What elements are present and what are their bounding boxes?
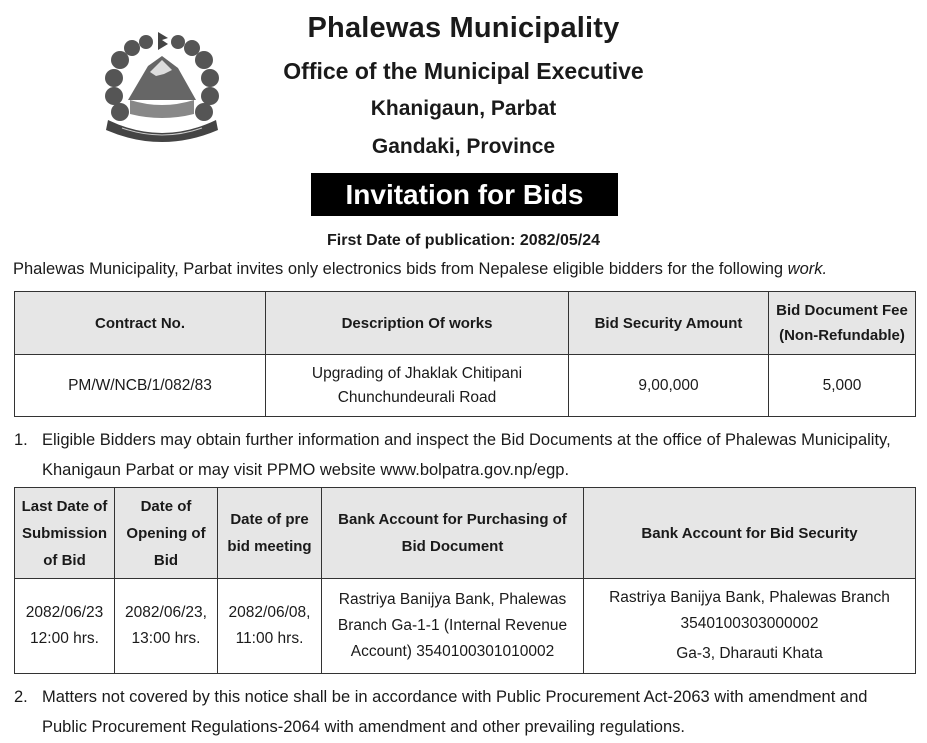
note-text: Matters not covered by this notice shall be in accordance with Public Procurement Act-2063 with amendment and Public Procurement Regulations-2064 with amendment and other prevailing regulations. — [42, 688, 868, 736]
cell-security-account — [584, 579, 916, 674]
cell-bid-document-fee: 5,000 — [769, 355, 916, 417]
notice-banner: Invitation for Bids — [311, 173, 618, 216]
cell-purchase-account: Rastriya Banijya Bank, Phalewas Branch Ga-1-1 (Internal Revenue Account) 3540100301010002 — [322, 579, 584, 674]
note-number: 2. — [14, 688, 28, 706]
municipality-title: Phalewas Municipality — [307, 12, 620, 44]
header-purchase-account: Bank Account for Purchasing of Bid Document — [322, 488, 584, 579]
cell-bid-security: 9,00,000 — [569, 355, 769, 417]
note-1 — [14, 425, 904, 485]
note-2 — [14, 682, 914, 742]
intro-emphasis: work. — [787, 260, 828, 278]
table-row — [15, 579, 916, 674]
cell-opening-date: 2082/06/23, 13:00 hrs. — [115, 579, 218, 674]
table-header-row — [15, 292, 916, 355]
table-row — [15, 355, 916, 417]
header-bid-document-fee: Bid Document Fee (Non-Refundable) — [769, 292, 916, 355]
cell-pre-bid-meeting: 2082/06/08, 11:00 hrs. — [218, 579, 322, 674]
cell-contract-no: PM/W/NCB/1/082/83 — [15, 355, 266, 417]
contracts-table — [14, 291, 916, 417]
header-last-submission: Last Date of Submission of Bid — [15, 488, 115, 579]
note-number: 1. — [14, 431, 28, 449]
header-bid-security: Bid Security Amount — [569, 292, 769, 355]
security-account-type: Ga-3, Dharauti Khata — [676, 645, 823, 662]
intro-text — [13, 260, 827, 279]
address-line-1: Khanigaun, Parbat — [370, 97, 557, 120]
header-description: Description Of works — [266, 292, 569, 355]
schedule-table — [14, 487, 916, 674]
header-pre-bid-meeting: Date of pre bid meeting — [218, 488, 322, 579]
address-line-2: Gandaki, Province — [371, 135, 556, 158]
cell-description: Upgrading of Jhaklak Chitipani Chunchundeurali Road — [266, 355, 569, 417]
table-header-row — [15, 488, 916, 579]
nepal-government-emblem-icon — [100, 30, 224, 142]
publication-date: First Date of publication: 2082/05/24 — [327, 232, 600, 249]
intro-body: Phalewas Municipality, Parbat invites only electronics bids from Nepalese eligible bidders for the following — [13, 260, 788, 278]
cell-last-submission: 2082/06/23 12:00 hrs. — [15, 579, 115, 674]
security-bank-name: Rastriya Banijya Bank, Phalewas Branch — [609, 589, 890, 606]
header-opening-date: Date of Opening of Bid — [115, 488, 218, 579]
security-account-number: 3540100303000002 — [680, 615, 819, 632]
office-title: Office of the Municipal Executive — [283, 58, 644, 84]
header-contract-no: Contract No. — [15, 292, 266, 355]
note-text: Eligible Bidders may obtain further information and inspect the Bid Documents at the office of Phalewas Municipality, Khanigaun Parbat or may visit PPMO website www.bolpatra.gov.np/egp. — [42, 431, 891, 479]
header-security-account: Bank Account for Bid Security — [584, 488, 916, 579]
